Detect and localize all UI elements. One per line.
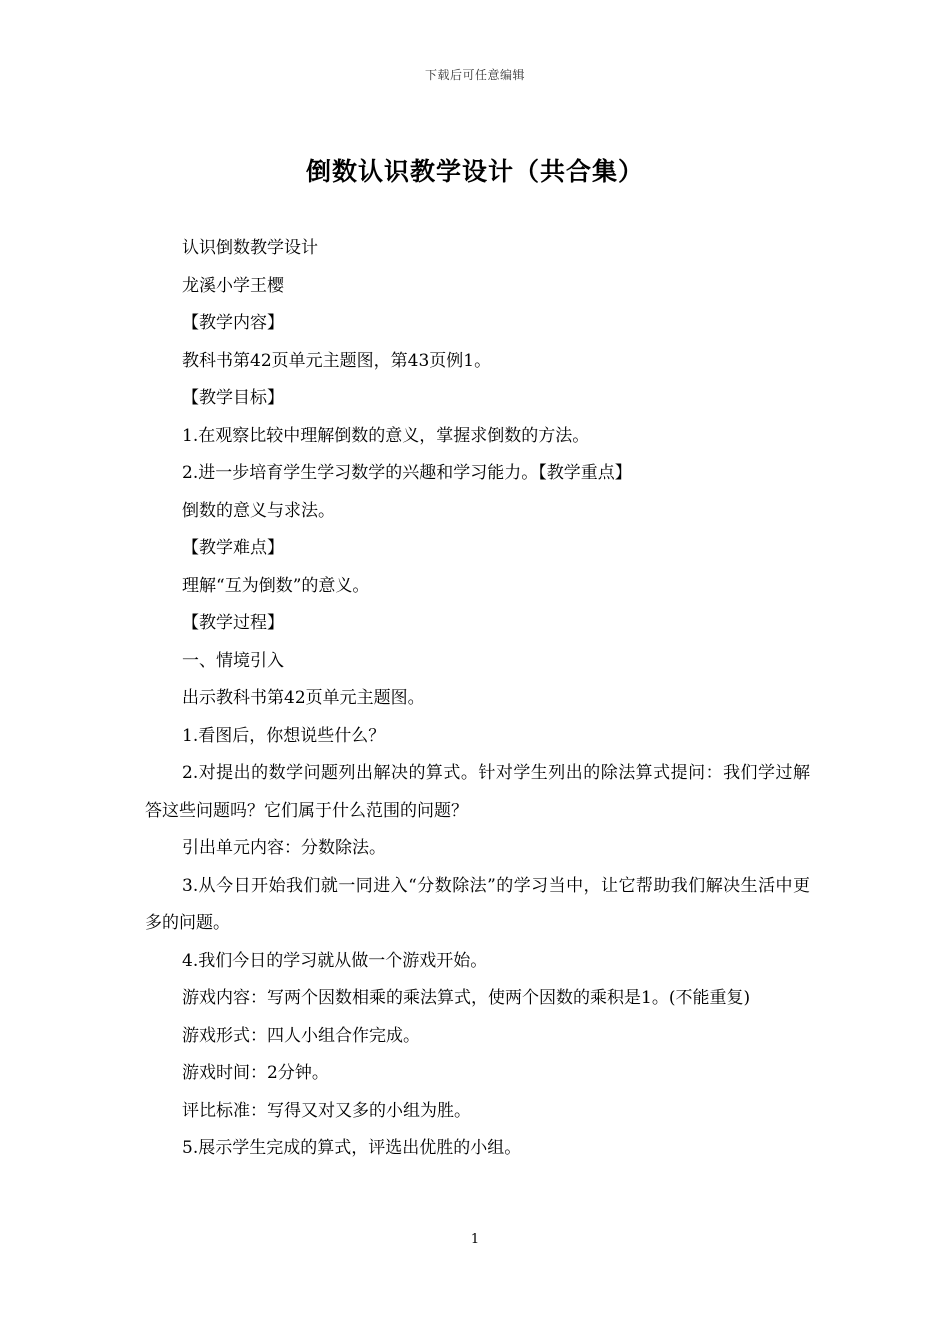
paragraph: 教科书第42页单元主题图，第43页例1。 [182,350,492,371]
paragraph: 2.对提出的数学问题列出解决的算式。针对学生列出的除法算式提问：我们学过解答这些问题吗？它们属于什么范围的问题？ [145,763,810,821]
paragraph: 游戏形式：四人小组合作完成。 [182,1025,420,1046]
document-body [145,230,810,1168]
paragraph: 1.看图后，你想说些什么？ [182,725,386,746]
paragraph: 2.进一步培育学生学习数学的兴趣和学习能力。【教学重点】 [182,463,632,483]
section-heading: 【教学内容】 [182,313,284,333]
paragraph: 一、情境引入 [182,650,284,671]
section-heading: 【教学过程】 [182,613,284,633]
paragraph: 理解“互为倒数”的意义。 [182,575,370,596]
header-note: 下载后可任意编辑 [424,68,525,82]
paragraph: 5.展示学生完成的算式，评选出优胜的小组。 [182,1138,522,1158]
section-heading: 【教学目标】 [182,388,284,408]
paragraph: 引出单元内容：分数除法。 [182,838,386,858]
section-heading: 【教学难点】 [182,538,284,558]
paragraph: 倒数的意义与求法。 [182,500,335,521]
document-title: 倒数认识教学设计（共合集） [305,157,644,186]
page-number: 1 [470,1232,480,1247]
paragraph: 1.在观察比较中理解倒数的意义，掌握求倒数的方法。 [182,425,590,446]
paragraph: 4.我们今日的学习就从做一个游戏开始。 [182,950,488,971]
paragraph: 3.从今日开始我们就一同进入“分数除法”的学习当中，让它帮助我们解决生活中更多的问题。 [145,875,810,933]
paragraph: 游戏内容：写两个因数相乘的乘法算式，使两个因数的乘积是1。(不能重复) [182,988,751,1008]
paragraph: 认识倒数教学设计 [182,238,318,258]
paragraph: 游戏时间：2分钟。 [182,1063,329,1083]
paragraph: 龙溪小学王樱 [182,275,284,296]
paragraph: 出示教科书第42页单元主题图。 [182,688,425,708]
paragraph: 评比标准：写得又对又多的小组为胜。 [182,1100,471,1121]
